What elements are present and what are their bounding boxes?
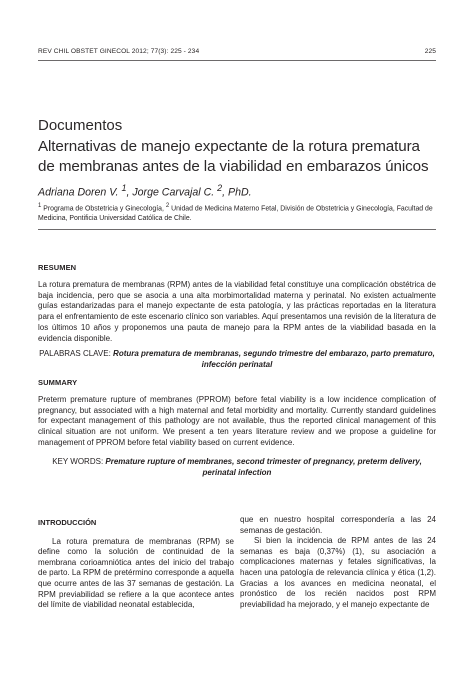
- affiliation-1-mark: 1: [38, 203, 42, 209]
- author-1-affiliation-mark: 1: [121, 183, 127, 193]
- header-rule: [38, 60, 436, 61]
- title-line-1: Alternativas de manejo expectante de la rotura prematura: [38, 138, 420, 155]
- intro-heading: INTRODUCCIÓN: [38, 518, 97, 527]
- running-header: [38, 48, 436, 55]
- palabras-clave-terms: Rotura prematura de membranas, segundo trimestre del embarazo, parto prematuro, infección perinatal: [113, 349, 435, 369]
- author-1: Adriana Doren V.: [38, 186, 119, 199]
- affiliation-1: Programa de Obstetricia y Ginecología,: [43, 205, 164, 213]
- resumen-body: La rotura prematura de membranas (RPM) antes de la viabilidad fetal constituye una complicación obstétrica de baja incidencia, pero que se asocia a una alta morbimortalidad materna y perinatal. No existen actualmente guías estandarizadas para el manejo expectante de esta patología, y las prácticas reportadas en la literatura para el enfrentamiento de este escenario clínico son variables. Aquí presentamos una revisión de la literatura de los últimos 10 años y proponemos una pauta de manejo para la RPM antes de la viabilidad basada en la evidencia disponible.: [38, 280, 437, 343]
- key-words-label: KEY WORDS:: [52, 457, 104, 466]
- affiliations: [38, 202, 436, 224]
- title-line-2: de membranas antes de la viabilidad en embarazos únicos: [38, 157, 429, 175]
- page-number: 225: [424, 48, 436, 55]
- resumen-heading: RESUMEN: [38, 263, 77, 272]
- author-degree: , PhD.: [222, 186, 252, 199]
- column-left: [38, 518, 234, 611]
- intro-right-paragraph: Si bien la incidencia de RPM antes de las 24 semanas es baja (0,37%) (1), su asociación a complicaciones maternas y fetales significativas, la hacen una patología de relevancia clínica y ética (1,2). Gracias a los avances en medicina neonatal, el pronóstico de los recién nacidos post RPM previabilidad ha mejorado, y el manejo expectante de: [240, 536, 436, 609]
- intro-right-continuation: que en nuestro hospital correspondería a las 24 semanas de gestación.: [240, 515, 436, 535]
- summary-heading: SUMMARY: [38, 378, 78, 387]
- affiliation-2-mark: 2: [165, 203, 170, 209]
- palabras-clave-label: PALABRAS CLAVE:: [39, 349, 111, 358]
- author-list: [38, 183, 252, 199]
- column-right: [240, 515, 436, 610]
- article-title: [38, 137, 444, 176]
- author-2: Jorge Carvajal C.: [132, 186, 215, 199]
- author-2-affiliation-mark: 2: [217, 183, 223, 193]
- key-words: [38, 457, 436, 478]
- affiliation-rule: [38, 229, 436, 230]
- section-label: Documentos: [38, 117, 123, 134]
- affiliation-2: Unidad de Medicina Materno Fetal, División de Obstetricia y Ginecología, Facultad de Medicina, Pontificia Universidad Católica de Chile.: [38, 205, 433, 223]
- author-separator: ,: [126, 186, 130, 199]
- journal-citation: REV CHIL OBSTET GINECOL 2012; 77(3): 225 - 234: [38, 48, 200, 55]
- summary-body: Preterm premature rupture of membranes (PPROM) before fetal viability is a low incidence complication of pregnancy, but associated with a high maternal and fetal morbidity and mortality. Currently standard guidelines for expectant management of this pathology are not available, thus the reported clinical management of this clinical situation are not uniform. We present a ten years literature review and we propose a guideline for management of PPROM before fetal viability based on current evidence.: [38, 395, 436, 447]
- key-words-terms: Premature rupture of membranes, second trimester of pregnancy, preterm delivery, perinatal infection: [105, 457, 422, 477]
- intro-left-paragraph: La rotura prematura de membranas (RPM) se define como la solución de continuidad de la membrana corioamniótica antes del inicio del trabajo de parto. La RPM de pretérmino corresponde a aquella que ocurre antes de las 37 semanas de gestación. La RPM previabilidad se refiere a la que acontece antes del límite de viabilidad neonatal establecida,: [38, 536, 234, 610]
- palabras-clave: [38, 349, 436, 370]
